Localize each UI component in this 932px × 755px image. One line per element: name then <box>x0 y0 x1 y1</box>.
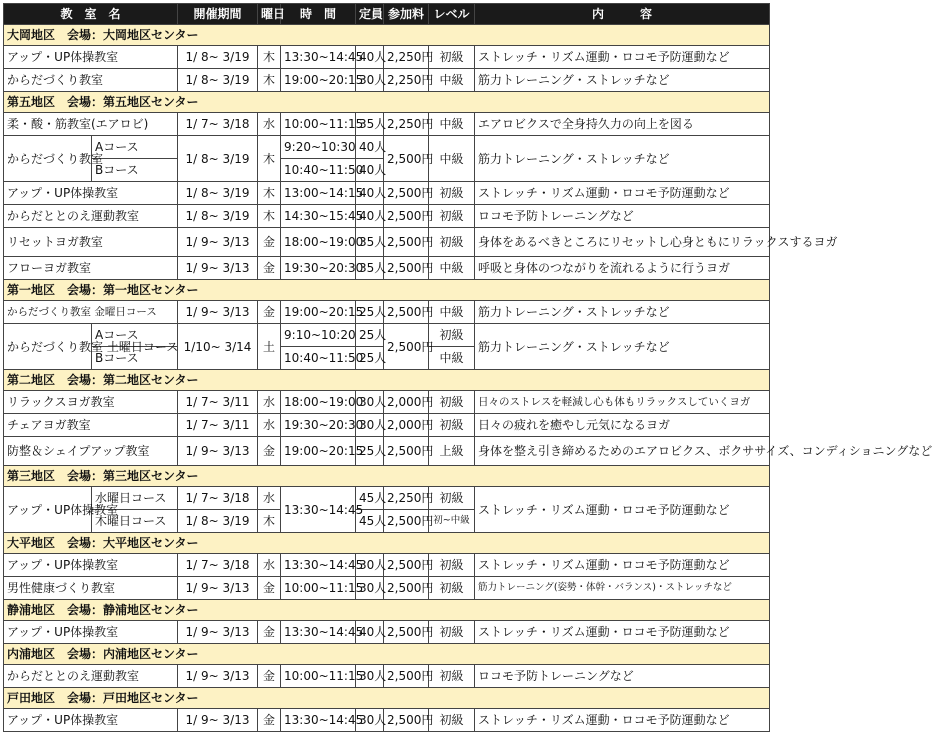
region-row <box>4 600 770 621</box>
period: 1/ 8~ 3/19 <box>178 46 258 69</box>
table-row <box>4 136 770 159</box>
time: 10:00~11:15 <box>281 665 356 688</box>
capacity: 30人 <box>356 69 384 92</box>
region-row <box>4 644 770 665</box>
content: ストレッチ・リズム運動・ロコモ予防運動など <box>475 554 770 577</box>
capacity: 30人 <box>356 709 384 732</box>
period: 1/ 8~ 3/19 <box>178 136 258 182</box>
region-label: 第三地区 会場：第三地区センター <box>4 466 770 487</box>
day: 水 <box>258 554 281 577</box>
region-row <box>4 466 770 487</box>
course-label: 水曜日コース <box>92 487 178 510</box>
class-name: からだづくり教室 金曜日コース <box>4 301 178 324</box>
time: 10:40~11:50 <box>281 347 356 370</box>
content: ストレッチ・リズム運動・ロコモ予防運動など <box>475 709 770 732</box>
header-content: 内 容 <box>475 4 770 25</box>
class-name: アップ・UP体操教室 <box>4 182 178 205</box>
capacity: 30人 <box>356 414 384 437</box>
day: 木 <box>258 69 281 92</box>
day: 金 <box>258 228 281 257</box>
schedule-table <box>3 3 932 732</box>
content: 身体を整え引き締めるためのエアロビクス、ボクササイズ、コンディショニングなど <box>475 437 770 466</box>
region-label: 内浦地区 会場：内浦地区センター <box>4 644 770 665</box>
content: 筋力トレーニング・ストレッチなど <box>475 136 770 182</box>
content: ロコモ予防トレーニングなど <box>475 665 770 688</box>
table-row <box>4 709 770 732</box>
class-name: チェアヨガ教室 <box>4 414 178 437</box>
time: 19:30~20:30 <box>281 257 356 280</box>
class-name: からだづくり教室 <box>4 136 92 182</box>
period: 1/ 9~ 3/13 <box>178 577 258 600</box>
content: 筋力トレーニング・ストレッチなど <box>475 301 770 324</box>
region-label: 戸田地区 会場：戸田地区センター <box>4 688 770 709</box>
region-row <box>4 533 770 554</box>
level: 初級 <box>429 621 475 644</box>
level: 初級 <box>429 554 475 577</box>
header-level: レベル <box>429 4 475 25</box>
capacity: 35人 <box>356 228 384 257</box>
level: 初級 <box>429 665 475 688</box>
fee: 2,500円 <box>384 709 429 732</box>
capacity: 30人 <box>356 554 384 577</box>
period: 1/10~ 3/14 <box>178 324 258 370</box>
period: 1/ 7~ 3/11 <box>178 414 258 437</box>
period: 1/ 8~ 3/19 <box>178 205 258 228</box>
time: 9:10~10:20 <box>281 324 356 347</box>
level: 中級 <box>429 69 475 92</box>
content: 筋力トレーニング(姿勢・体幹・バランス)・ストレッチなど <box>475 577 770 600</box>
region-row <box>4 280 770 301</box>
day: 金 <box>258 437 281 466</box>
capacity: 40人 <box>356 205 384 228</box>
table-row <box>4 577 770 600</box>
class-name: アップ・UP体操教室 <box>4 487 92 533</box>
day: 金 <box>258 621 281 644</box>
capacity: 30人 <box>356 577 384 600</box>
level: 初級 <box>429 205 475 228</box>
fee: 2,500円 <box>384 205 429 228</box>
content: 呼吸と身体のつながりを流れるように行うヨガ <box>475 257 770 280</box>
table-row <box>4 487 770 510</box>
class-name: からだととのえ運動教室 <box>4 665 178 688</box>
level: 初級 <box>429 414 475 437</box>
time: 10:00~11:15 <box>281 113 356 136</box>
level: 初級 <box>429 228 475 257</box>
day: 水 <box>258 391 281 414</box>
day: 水 <box>258 487 281 510</box>
time: 19:30~20:30 <box>281 414 356 437</box>
table-row <box>4 391 770 414</box>
time: 13:30~14:45 <box>281 46 356 69</box>
fee: 2,500円 <box>384 577 429 600</box>
content: ストレッチ・リズム運動・ロコモ予防運動など <box>475 621 770 644</box>
table-row <box>4 69 770 92</box>
day: 木 <box>258 136 281 182</box>
time: 13:30~14:45 <box>281 621 356 644</box>
table-row <box>4 324 770 347</box>
fee: 2,500円 <box>384 554 429 577</box>
period: 1/ 9~ 3/13 <box>178 665 258 688</box>
course-label: Aコース <box>92 136 178 159</box>
period: 1/ 9~ 3/13 <box>178 621 258 644</box>
content: ロコモ予防トレーニングなど <box>475 205 770 228</box>
header-day: 曜日 <box>258 4 281 25</box>
header-row <box>4 4 770 25</box>
capacity: 40人 <box>356 46 384 69</box>
class-name: アップ・UP体操教室 <box>4 554 178 577</box>
time: 9:20~10:30 <box>281 136 356 159</box>
capacity: 40人 <box>356 159 384 182</box>
region-row <box>4 92 770 113</box>
fee: 2,500円 <box>384 182 429 205</box>
time: 18:00~19:00 <box>281 391 356 414</box>
fee: 2,500円 <box>384 621 429 644</box>
level: 中級 <box>429 136 475 182</box>
header-capacity: 定員 <box>356 4 384 25</box>
level: 上級 <box>429 437 475 466</box>
level: 中級 <box>429 257 475 280</box>
fee: 2,500円 <box>384 665 429 688</box>
content: ストレッチ・リズム運動・ロコモ予防運動など <box>475 46 770 69</box>
region-row <box>4 370 770 391</box>
time: 19:00~20:15 <box>281 301 356 324</box>
table-row <box>4 182 770 205</box>
course-label: Bコース <box>92 159 178 182</box>
time: 10:40~11:50 <box>281 159 356 182</box>
day: 金 <box>258 257 281 280</box>
course-label: Bコース <box>92 347 178 370</box>
class-name: フローヨガ教室 <box>4 257 178 280</box>
class-name: リセットヨガ教室 <box>4 228 178 257</box>
time: 13:30~14:45 <box>281 554 356 577</box>
content: ストレッチ・リズム運動・ロコモ予防運動など <box>475 487 770 533</box>
day: 金 <box>258 709 281 732</box>
period: 1/ 9~ 3/13 <box>178 228 258 257</box>
fee: 2,500円 <box>384 301 429 324</box>
header-name: 教 室 名 <box>4 4 178 25</box>
content: 筋力トレーニング・ストレッチなど <box>475 69 770 92</box>
time: 10:00~11:15 <box>281 577 356 600</box>
day: 木 <box>258 182 281 205</box>
capacity: 25人 <box>356 301 384 324</box>
content: 日々の疲れを癒やし元気になるヨガ <box>475 414 770 437</box>
period: 1/ 7~ 3/11 <box>178 391 258 414</box>
course-label: Aコース <box>92 324 178 347</box>
capacity: 30人 <box>356 665 384 688</box>
fee: 2,250円 <box>384 46 429 69</box>
period: 1/ 8~ 3/19 <box>178 510 258 533</box>
table-row <box>4 257 770 280</box>
day: 水 <box>258 113 281 136</box>
table-row <box>4 437 770 466</box>
level: 中級 <box>429 347 475 370</box>
class-name: アップ・UP体操教室 <box>4 709 178 732</box>
region-label: 第一地区 会場：第一地区センター <box>4 280 770 301</box>
capacity: 45人 <box>356 510 384 533</box>
region-label: 大岡地区 会場：大岡地区センター <box>4 25 770 46</box>
fee: 2,000円 <box>384 391 429 414</box>
level: 中級 <box>429 301 475 324</box>
period: 1/ 9~ 3/13 <box>178 301 258 324</box>
day: 金 <box>258 665 281 688</box>
level: 初級 <box>429 182 475 205</box>
class-name: 柔・酸・筋教室(エアロビ) <box>4 113 178 136</box>
level: 初級 <box>429 487 475 510</box>
time: 19:00~20:15 <box>281 69 356 92</box>
fee: 2,500円 <box>384 324 429 370</box>
day: 木 <box>258 510 281 533</box>
region-row <box>4 688 770 709</box>
day: 木 <box>258 205 281 228</box>
header-period: 開催期間 <box>178 4 258 25</box>
period: 1/ 7~ 3/18 <box>178 487 258 510</box>
level: 初級 <box>429 46 475 69</box>
table-row <box>4 301 770 324</box>
day: 木 <box>258 46 281 69</box>
capacity: 35人 <box>356 257 384 280</box>
table-row <box>4 113 770 136</box>
table-row <box>4 621 770 644</box>
level: 初級 <box>429 391 475 414</box>
fee: 2,000円 <box>384 414 429 437</box>
content: 筋力トレーニング・ストレッチなど <box>475 324 770 370</box>
region-row <box>4 25 770 46</box>
capacity: 25人 <box>356 347 384 370</box>
fee: 2,500円 <box>384 437 429 466</box>
region-label: 第五地区 会場：第五地区センター <box>4 92 770 113</box>
header-fee: 参加料 <box>384 4 429 25</box>
class-name: 男性健康づくり教室 <box>4 577 178 600</box>
day: 金 <box>258 301 281 324</box>
fee: 2,250円 <box>384 113 429 136</box>
period: 1/ 7~ 3/18 <box>178 554 258 577</box>
class-name: アップ・UP体操教室 <box>4 46 178 69</box>
table-row <box>4 665 770 688</box>
region-label: 静浦地区 会場：静浦地区センター <box>4 600 770 621</box>
day: 金 <box>258 577 281 600</box>
period: 1/ 8~ 3/19 <box>178 182 258 205</box>
time: 18:00~19:00 <box>281 228 356 257</box>
period: 1/ 9~ 3/13 <box>178 709 258 732</box>
level: 初級 <box>429 324 475 347</box>
fee: 2,500円 <box>384 510 429 533</box>
capacity: 40人 <box>356 136 384 159</box>
class-name: 防整＆シェイプアップ教室 <box>4 437 178 466</box>
class-name: からだづくり教室 <box>4 69 178 92</box>
capacity: 40人 <box>356 182 384 205</box>
content: 日々のストレスを軽減し心も体もリラックスしていくヨガ <box>475 391 770 414</box>
table-row <box>4 46 770 69</box>
table-row <box>4 205 770 228</box>
class-name: リラックスヨガ教室 <box>4 391 178 414</box>
table-row <box>4 414 770 437</box>
fee: 2,500円 <box>384 136 429 182</box>
header-time: 時 間 <box>281 4 356 25</box>
day: 水 <box>258 414 281 437</box>
capacity: 40人 <box>356 621 384 644</box>
level: 初級 <box>429 577 475 600</box>
time: 14:30~15:45 <box>281 205 356 228</box>
capacity: 35人 <box>356 113 384 136</box>
course-label: 木曜日コース <box>92 510 178 533</box>
fee: 2,500円 <box>384 228 429 257</box>
content: ストレッチ・リズム運動・ロコモ予防運動など <box>475 182 770 205</box>
time: 13:30~14:45 <box>281 709 356 732</box>
period: 1/ 7~ 3/18 <box>178 113 258 136</box>
class-name: からだづくり教室 土曜日コース <box>4 324 92 370</box>
content: 身体をあるべきところにリセットし心身ともにリラックスするヨガ <box>475 228 770 257</box>
content: エアロビクスで全身持久力の向上を図る <box>475 113 770 136</box>
capacity: 25人 <box>356 324 384 347</box>
region-label: 第二地区 会場：第二地区センター <box>4 370 770 391</box>
class-name: からだととのえ運動教室 <box>4 205 178 228</box>
period: 1/ 9~ 3/13 <box>178 257 258 280</box>
class-name: アップ・UP体操教室 <box>4 621 178 644</box>
period: 1/ 9~ 3/13 <box>178 437 258 466</box>
period: 1/ 8~ 3/19 <box>178 69 258 92</box>
level: 中級 <box>429 113 475 136</box>
capacity: 45人 <box>356 487 384 510</box>
day: 土 <box>258 324 281 370</box>
level: 初~中級 <box>429 510 475 533</box>
fee: 2,250円 <box>384 487 429 510</box>
region-label: 大平地区 会場：大平地区センター <box>4 533 770 554</box>
table-row <box>4 554 770 577</box>
capacity: 25人 <box>356 437 384 466</box>
fee: 2,250円 <box>384 69 429 92</box>
time: 13:30~14:45 <box>281 487 356 533</box>
capacity: 30人 <box>356 391 384 414</box>
table-row <box>4 228 770 257</box>
time: 19:00~20:15 <box>281 437 356 466</box>
time: 13:00~14:15 <box>281 182 356 205</box>
level: 初級 <box>429 709 475 732</box>
fee: 2,500円 <box>384 257 429 280</box>
